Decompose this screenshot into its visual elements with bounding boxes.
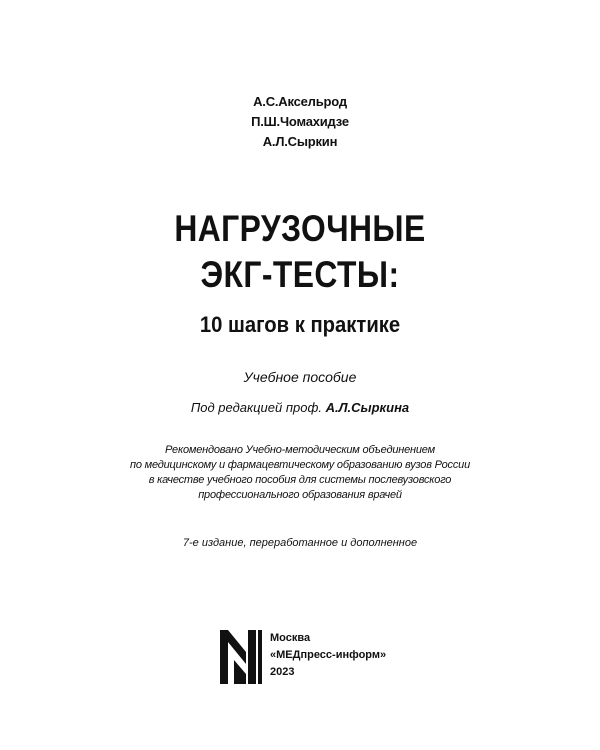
publisher-year: 2023 (270, 666, 295, 678)
publisher-name: «МЕДпресс-информ» (270, 649, 387, 661)
editor-prefix: Под редакцией проф. (190, 400, 322, 415)
editor-name: А.Л.Сыркина (325, 400, 410, 415)
recommendation-line-4: профессионального образования врачей (198, 489, 402, 501)
editor-line (0, 399, 600, 417)
recommendation-line-1: Рекомендовано Учебно-методическим объединением (165, 444, 435, 456)
title-line-1: НАГРУЗОЧНЫЕ (174, 208, 426, 249)
recommendation-line-2: по медицинскому и фармацевтическому образованию вузов России (130, 459, 470, 471)
author-1: А.С.Аксельрод (253, 94, 347, 109)
recommendation-block (0, 443, 600, 503)
title-line-2: ЭКГ-ТЕСТЫ: (200, 254, 400, 295)
publisher-city: Москва (270, 632, 311, 644)
author-3: А.Л.Сыркин (262, 134, 338, 149)
book-title (42, 206, 558, 298)
book-subtitle: 10 шагов к практике (199, 312, 401, 337)
book-type: Учебное пособие (243, 369, 357, 385)
medpress-logo-icon (220, 630, 262, 684)
edition-note: 7-е издание, переработанное и дополненное (182, 537, 418, 549)
publisher-text (270, 630, 420, 681)
author-2: П.Ш.Чомахидзе (251, 114, 349, 129)
recommendation-line-3: в качестве учебного пособия для системы послевузовского (148, 474, 452, 486)
authors-block (0, 92, 600, 152)
